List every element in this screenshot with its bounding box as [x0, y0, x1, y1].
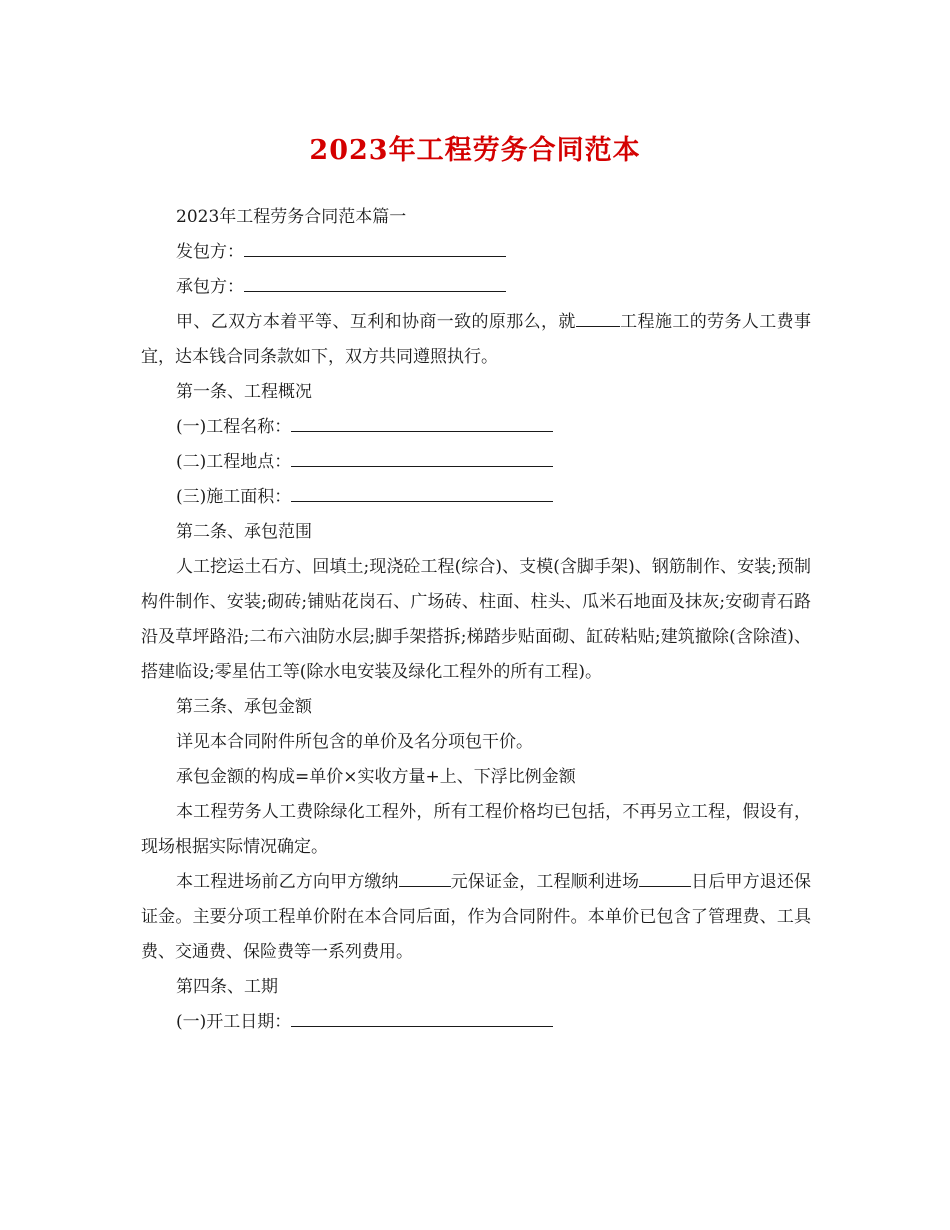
paragraph-text: 工程施工的劳务人工费事宜，达本钱合同条款如下，双方共同遵照执行。 [141, 312, 812, 367]
paragraph-text: 元保证金，工程顺利进场 [450, 872, 640, 892]
paragraph-intro [141, 305, 811, 375]
paragraph-text: 人工挖运土石方、回填土;现浇砼工程(综合)、支模(含脚手架)、钢筋制作、安装;预制构件制作、安装;砌砖;铺贴花岗石、广场砖、柱面、柱头、瓜米石地面及抹灰;安砌青石路沿及草坪路沿;二布六油防水层;脚手架搭拆;梯踏步贴面砌、缸砖粘贴;建筑撤除(含除渣)、搭建临设;零星估工等(除水电安装及绿化工程外的所有工程)。 [141, 557, 811, 682]
paragraph-project-name [141, 410, 811, 445]
paragraph-text: 详见本合同附件所包含的单价及名分项包干价。 [176, 732, 533, 752]
paragraph-project-location [141, 445, 811, 480]
project-location-blank-line [291, 448, 553, 467]
section-heading-text: 第一条、工程概况 [176, 382, 312, 402]
contractor-blank-line [244, 273, 506, 292]
paragraph-construction-area [141, 480, 811, 515]
field-label-project-name: (一)工程名称： [176, 417, 292, 437]
project-name-blank-line [291, 413, 553, 432]
start-date-blank-line [291, 1008, 553, 1027]
document-body [141, 200, 811, 1040]
document-title: 2023年工程劳务合同范本 [309, 135, 641, 166]
section-heading-4 [141, 970, 811, 1005]
paragraph-text: 日后甲方退还保证金。主要分项工程单价附在本合同后面，作为合同附件。本单价已包含了管理费、工具费、交通费、保险费等一系列费用。 [141, 872, 811, 962]
paragraph-price-scope [141, 795, 811, 865]
construction-area-blank-line [291, 483, 553, 502]
paragraph-attachment [141, 725, 811, 760]
section-heading-3 [141, 690, 811, 725]
paragraph-amount-formula [141, 760, 811, 795]
field-label-employer: 发包方： [176, 242, 244, 262]
field-label-contractor: 承包方： [176, 277, 244, 297]
project-blank-line [576, 308, 620, 327]
field-label-project-location: (二)工程地点： [176, 452, 292, 472]
field-label-start-date: (一)开工日期： [176, 1012, 292, 1032]
paragraph-employer [141, 235, 811, 270]
paragraph-text: 甲、乙双方本着平等、互利和协商一致的原那么，就 [176, 312, 576, 332]
paragraph-deposit [141, 865, 811, 970]
paragraph-text: 承包金额的构成=单价×实收方量+上、下浮比例金额 [176, 767, 576, 787]
section-heading-1 [141, 375, 811, 410]
section-heading-2 [141, 515, 811, 550]
deposit-days-blank-line [639, 868, 691, 887]
paragraph-start-date [141, 1005, 811, 1040]
employer-blank-line [244, 238, 506, 257]
paragraph-contractor [141, 270, 811, 305]
paragraph-subtitle [141, 200, 811, 235]
deposit-amount-blank-line [399, 868, 451, 887]
paragraph-text: 2023年工程劳务合同范本篇一 [176, 207, 407, 227]
paragraph-scope [141, 550, 811, 690]
field-label-construction-area: (三)施工面积： [176, 487, 292, 507]
paragraph-text: 本工程进场前乙方向甲方缴纳 [176, 872, 399, 892]
paragraph-text: 本工程劳务人工费除绿化工程外，所有工程价格均已包括，不再另立工程，假设有，现场根据实际情况确定。 [141, 802, 811, 857]
section-heading-text: 第三条、承包金额 [176, 697, 312, 717]
section-heading-text: 第二条、承包范围 [176, 522, 312, 542]
section-heading-text: 第四条、工期 [176, 977, 278, 997]
